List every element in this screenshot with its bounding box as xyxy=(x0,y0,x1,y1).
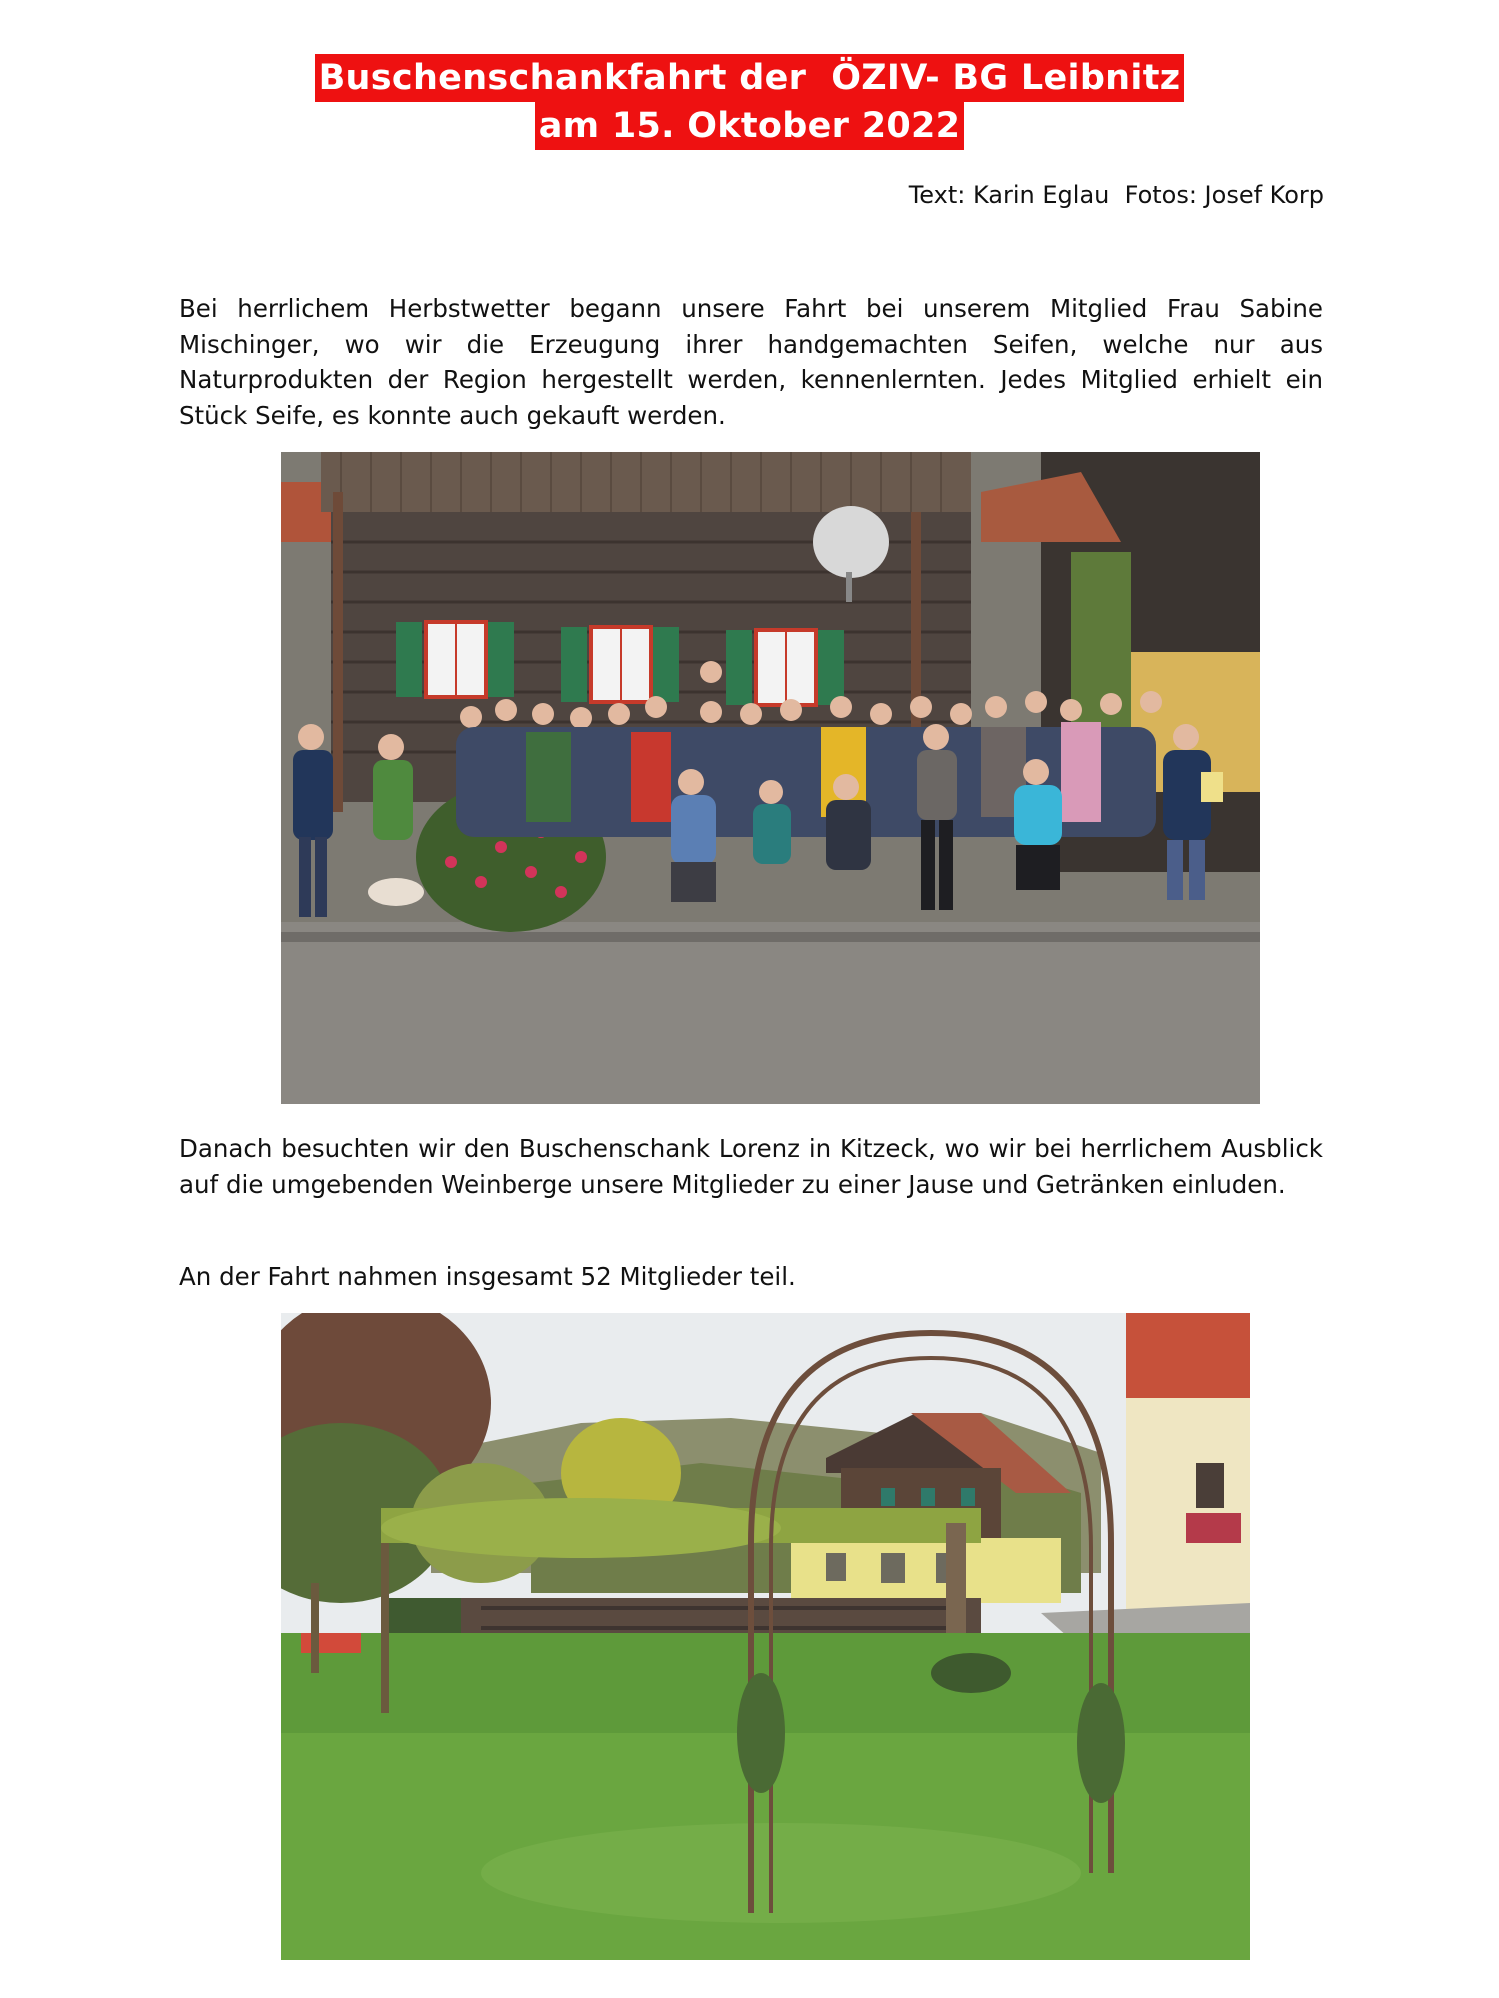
paragraph-buschenschank: Danach besuchten wir den Buschenschank Lorenz in Kitzeck, wo wir bei herrlichem Ausblick auf die umgebenden Weinberge unsere Mitglieder zu einer Jause und Getränken einluden. xyxy=(179,1134,1323,1199)
garden-photo-illustration xyxy=(281,1313,1250,1960)
title-block xyxy=(0,54,1499,150)
paragraph-participants: An der Fahrt nahmen insgesamt 52 Mitglieder teil. xyxy=(179,1262,796,1291)
page-title-line-2: am 15. Oktober 2022 xyxy=(535,102,965,150)
page-title-line-1: Buschenschankfahrt der ÖZIV- BG Leibnitz xyxy=(315,54,1185,102)
author-credits: Text: Karin Eglau Fotos: Josef Korp xyxy=(908,181,1324,209)
paragraph-intro: Bei herrlichem Herbstwetter begann unsere Fahrt bei unserem Mitglied Frau Sabine Mischinger, wo wir die Erzeugung ihrer handgemachten Seifen, welche nur aus Naturprodukten der Region hergestellt werden, kennenlernten. Jedes Mitglied erhielt ein Stück Seife, es konnte auch gekauft werden. xyxy=(179,294,1323,430)
group-photo xyxy=(281,452,1260,1104)
group-photo-illustration xyxy=(281,452,1260,1104)
garden-photo xyxy=(281,1313,1250,1960)
